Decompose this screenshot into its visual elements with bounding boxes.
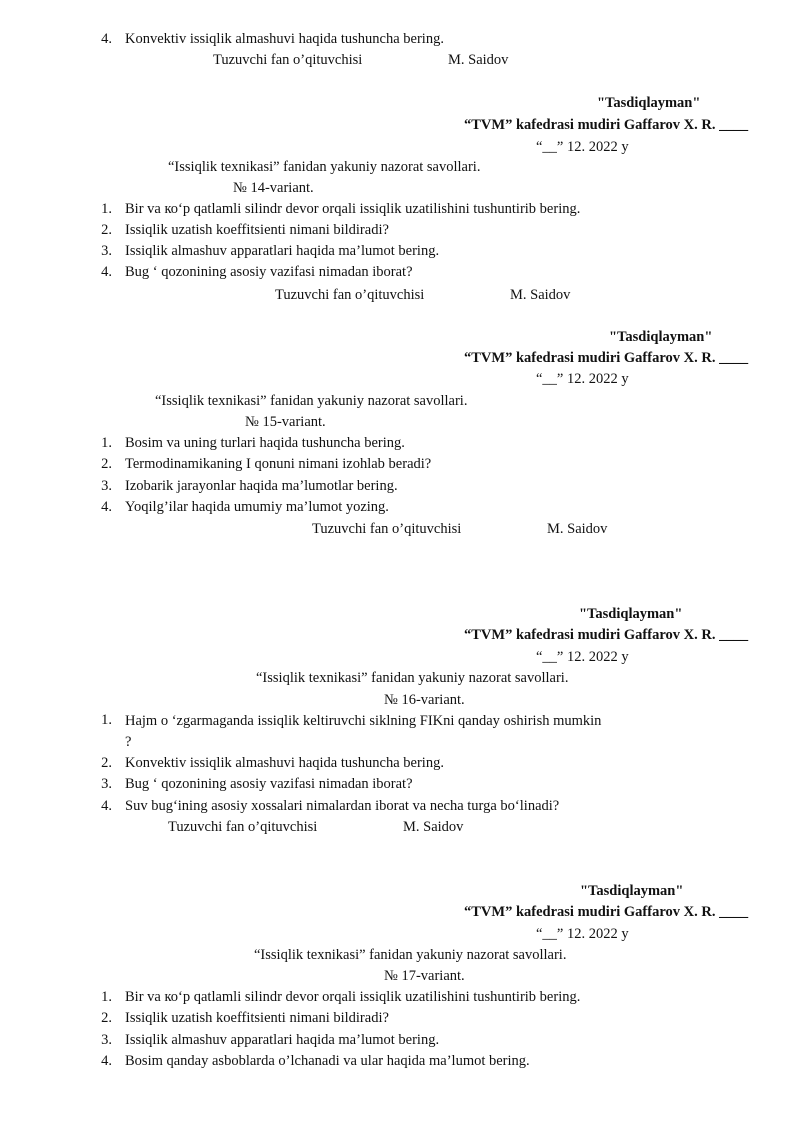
question-item [0,711,800,751]
question-item [0,242,800,262]
approval-label: "Tasdiqlayman" [609,329,713,345]
approval-label: "Tasdiqlayman" [579,606,683,622]
question-item [0,754,800,774]
question-item [0,263,800,283]
author-name: M. Saidov [510,287,571,303]
question-item [0,200,800,220]
question-item [0,775,800,795]
question-item [0,1052,800,1072]
question-text: Issiqlik almashuv apparatlari haqida ma’lumot bering. [125,243,440,259]
question-number: 2. [101,222,112,238]
question-item [0,455,800,475]
question-text: Issiqlik uzatish koeffitsienti nimani bildiradi? [125,1010,389,1026]
question-number: 3. [101,1032,112,1048]
question-text: Termodinamikaning I qonuni nimani izohlab beradi? [125,456,432,472]
approval-label: "Tasdiqlayman" [580,883,684,899]
question-item [0,498,800,518]
question-number: 1. [101,435,112,451]
question-number: 3. [101,776,112,792]
variant-number: № 17-variant. [384,968,465,984]
approval-label: "Tasdiqlayman" [597,95,701,111]
question-text: Bosim va uning turlari haqida tushuncha bering. [125,435,405,451]
author-role: Tuzuvchi fan o’qituvchisi [168,819,318,835]
question-text: Bug ‘ qozonining asosiy vazifasi nimadan iborat? [125,264,413,280]
question-item [0,434,800,454]
question-text: Konvektiv issiqlik almashuvi haqida tushuncha bering. [125,755,444,771]
question-text: Suv bug‘ining asosiy xossalari nimalardan iborat va necha turga bo‘linadi? [125,798,560,814]
question-item [0,988,800,1008]
variant-number: № 15-variant. [245,414,326,430]
question-text: Bir va ко‘p qatlamli silindr devor orqali issiqlik uzatilishini tushuntirib bering. [125,201,581,217]
author-role: Tuzuvchi fan o’qituvchisi [312,521,462,537]
author-name: M. Saidov [403,819,464,835]
approval-date: “__” 12. 2022 y [536,926,629,942]
question-number: 3. [101,243,112,259]
department-head: “TVM” kafedrasi mudiri Gaffarov X. R. ____ [464,350,749,366]
question-text: Izobarik jarayonlar haqida ma’lumotlar bering. [125,478,398,494]
approval-date: “__” 12. 2022 y [536,371,629,387]
department-head: “TVM” kafedrasi mudiri Gaffarov X. R. ____ [464,117,749,133]
question-number: 4. [101,1053,112,1069]
approval-date: “__” 12. 2022 y [536,649,629,665]
question-number: 4. [101,798,112,814]
question-item [0,1031,800,1051]
question-item [0,1009,800,1029]
question-number: 4. [101,499,112,515]
question-item [0,477,800,497]
question-number: 2. [101,456,112,472]
question-number: 1. [101,201,112,217]
exam-title: “Issiqlik texnikasi” fanidan yakuniy nazorat savollari. [155,393,468,409]
department-head: “TVM” kafedrasi mudiri Gaffarov X. R. ____ [464,627,749,643]
question-number: 4. [101,264,112,280]
question-number: 1. [101,989,112,1005]
question-item [0,221,800,241]
department-head: “TVM” kafedrasi mudiri Gaffarov X. R. ____ [464,904,749,920]
approval-date: “__” 12. 2022 y [536,139,629,155]
question-number: 1. [101,712,112,728]
question-text: Bosim qanday asboblarda o’lchanadi va ular haqida ma’lumot bering. [125,1053,530,1069]
question-number: 2. [101,1010,112,1026]
author-name: M. Saidov [547,521,608,537]
question-text: Issiqlik almashuv apparatlari haqida ma’lumot bering. [125,1032,440,1048]
variant-number: № 14-variant. [233,180,314,196]
exam-title: “Issiqlik texnikasi” fanidan yakuniy nazorat savollari. [254,947,567,963]
author-role: Tuzuvchi fan o’qituvchisi [275,287,425,303]
question-item [0,30,800,50]
question-number: 4. [101,31,112,47]
question-text: Yoqilg’ilar haqida umumiy ma’lumot yozing. [125,499,389,515]
question-text: Konvektiv issiqlik almashuvi haqida tushuncha bering. [125,31,444,47]
question-text: Bir va ко‘p qatlamli silindr devor orqali issiqlik uzatilishini tushuntirib bering. [125,989,581,1005]
variant-number: № 16-variant. [384,692,465,708]
question-number: 3. [101,478,112,494]
exam-title: “Issiqlik texnikasi” fanidan yakuniy nazorat savollari. [256,670,569,686]
exam-title: “Issiqlik texnikasi” fanidan yakuniy nazorat savollari. [168,159,481,175]
question-item [0,797,800,817]
question-number: 2. [101,755,112,771]
question-text: Bug ‘ qozonining asosiy vazifasi nimadan iborat? [125,776,413,792]
question-text: Hajm o ‘zgarmaganda issiqlik keltiruvchi siklning FIKni qanday oshirish mumkin ? [125,713,602,750]
author-role: Tuzuvchi fan o’qituvchisi [213,52,363,68]
question-text: Issiqlik uzatish koeffitsienti nimani bildiradi? [125,222,389,238]
author-name: M. Saidov [448,52,509,68]
